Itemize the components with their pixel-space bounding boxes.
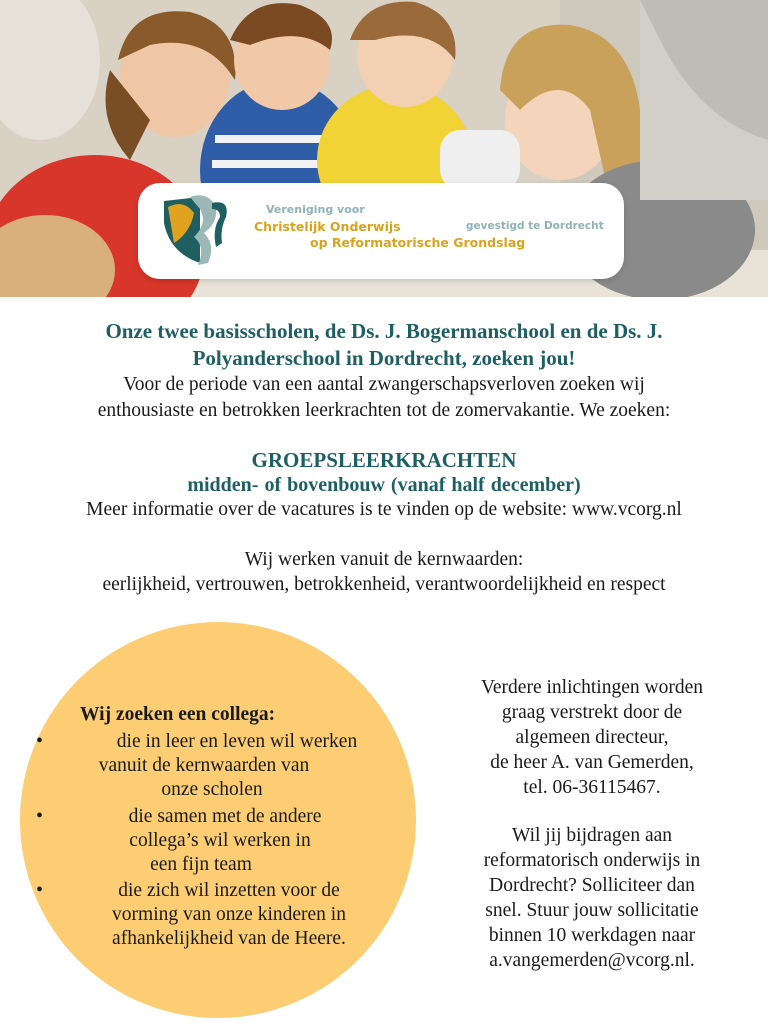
logo-card	[138, 183, 624, 279]
intro-text	[0, 372, 768, 424]
contact-info	[438, 675, 746, 800]
colleague-item-1	[70, 730, 386, 802]
bullet-icon: •	[36, 805, 44, 827]
logo-line-grondslag: op Reformatorische Grondslag	[310, 235, 526, 250]
contact-line-4: de heer A. van Gemerden,	[490, 752, 694, 773]
colleague-item-3-line-1: die zich wil inzetten voor de	[118, 880, 340, 901]
logo-location: gevestigd te Dordrecht	[466, 220, 604, 232]
colleague-item-2	[60, 805, 390, 877]
values-list: eerlijkheid, vertrouwen, betrokkenheid, verantwoordelijkheid en respect	[102, 574, 666, 595]
values-intro: Wij werken vanuit de kernwaarden:	[244, 549, 524, 570]
apply-line-1: Wil jij bijdragen aan	[511, 825, 673, 846]
apply-line-4: snel. Stuur jouw sollicitatie	[485, 900, 699, 921]
headline-line-1: Onze twee basisscholen, de Ds. J. Bogermanschool en de Ds. J.	[105, 319, 663, 343]
colleague-item-2-line-2: collega’s wil werken in	[129, 830, 311, 851]
headline	[0, 318, 768, 372]
colleague-item-3	[74, 879, 384, 951]
contact-line-2: graag verstrekt door de	[501, 702, 683, 723]
job-subtitle: midden- of bovenbouw (vanaf half december)	[187, 474, 581, 496]
bullet-icon: •	[36, 879, 44, 901]
contact-line-1: Verdere inlichtingen worden	[480, 677, 703, 698]
hero-photo	[0, 0, 768, 297]
contact-phone: tel. 06-36115467.	[523, 777, 661, 798]
job-title: GROEPSLEERKRACHTEN	[251, 448, 517, 472]
contact-line-3: algemeen directeur,	[515, 727, 669, 748]
colleague-title: Wij zoeken een collega:	[80, 704, 276, 725]
colleague-item-3-line-2: vorming van onze kinderen in	[112, 904, 346, 925]
logo-line-christelijk: Christelijk Onderwijs	[254, 219, 401, 234]
colleague-item-2-line-3: een fijn team	[150, 854, 252, 875]
more-info-text: Meer informatie over de vacatures is te vinden op de website: www.vcorg.nl	[86, 499, 682, 520]
colleague-item-2-line-1: die samen met de andere	[128, 806, 322, 827]
logo-line-vereniging: Vereniging voor	[266, 203, 365, 216]
apply-line-5: binnen 10 werkdagen naar	[488, 925, 696, 946]
apply-email[interactable]: a.vangemerden@vcorg.nl.	[489, 950, 695, 971]
bullet-icon: •	[36, 730, 44, 752]
colleague-item-1-line-2: vanuit de kernwaarden van	[98, 755, 310, 776]
colleague-item-1-line-3: onze scholen	[161, 779, 263, 800]
apply-info	[438, 823, 746, 973]
colleague-item-3-line-3: afhankelijkheid van de Heere.	[112, 928, 346, 949]
colleague-item-1-line-1: die in leer en leven wil werken	[116, 731, 358, 752]
organization-logo-icon	[160, 193, 250, 269]
intro-line-2: enthousiaste en betrokken leerkrachten tot de zomervakantie. We zoeken:	[97, 400, 671, 421]
headline-line-2: Polyanderschool in Dordrecht, zoeken jou!	[192, 346, 576, 370]
apply-line-2: reformatorisch onderwijs in	[483, 850, 701, 871]
apply-line-3: Dordrecht? Solliciteer dan	[489, 875, 695, 896]
intro-line-1: Voor de periode van een aantal zwangerschapsverloven zoeken wij	[123, 374, 645, 395]
